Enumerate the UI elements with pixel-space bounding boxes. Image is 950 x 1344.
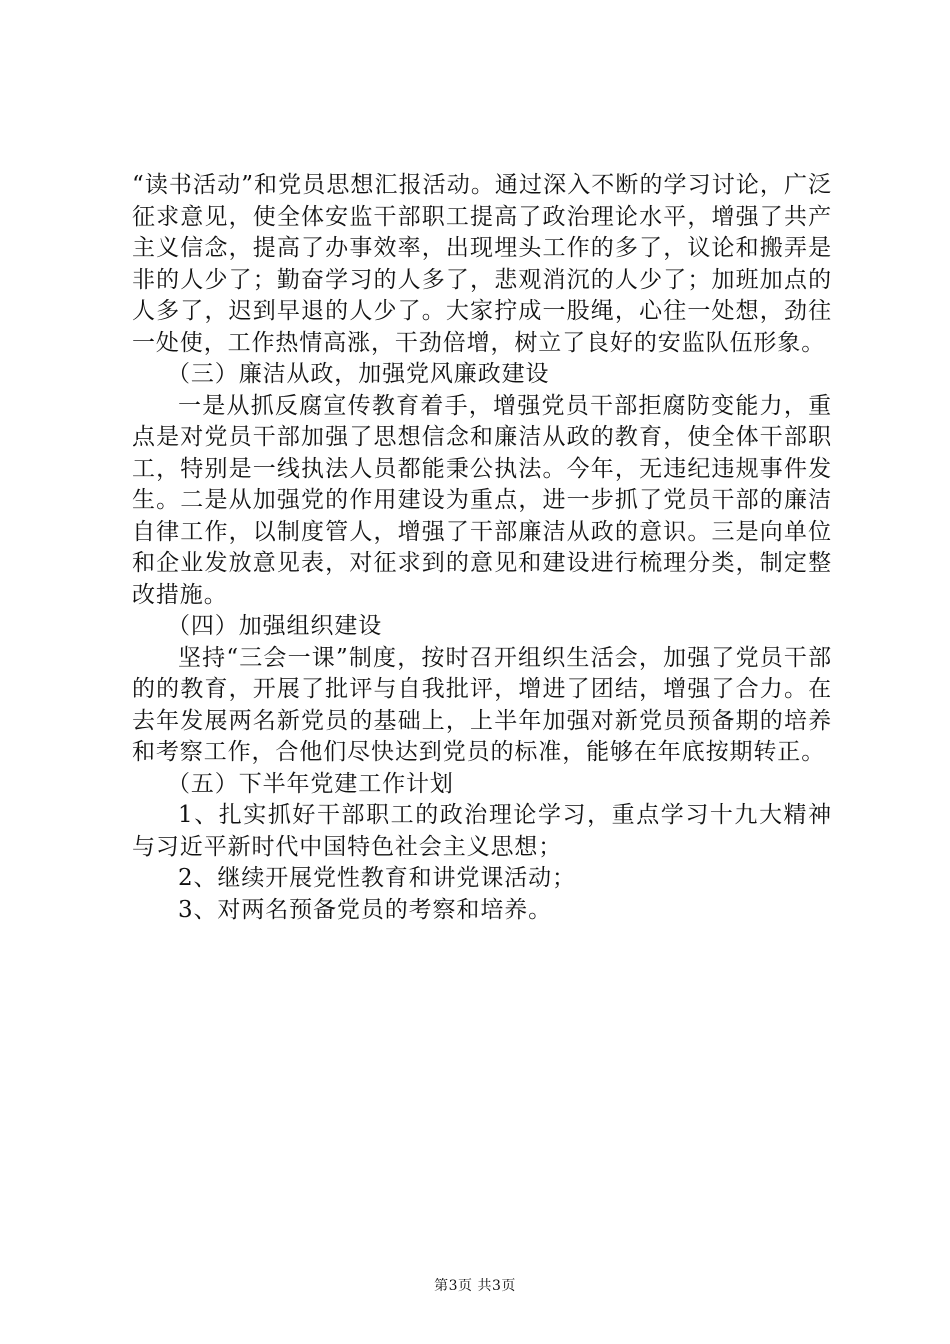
plan-item-3: 3、对两名预备党员的考察和培养。: [178, 896, 553, 923]
page-number: 第3页 共3页: [434, 1278, 516, 1294]
paragraph-study-results: “读书活动”和党员思想汇报活动。通过深入不断的学习讨论，广泛征求意见，使全体安监干部职工提高了政治理论水平，增强了共产主义信念，提高了办事效率，出现埋头工作的多了，议论和搬弄是非的人少了；勤奋学习的人多了，悲观消沉的人少了；加班加点的人多了，迟到早退的人少了。大家拧成一股绳，心往一处想，劲往一处使，工作热情高涨，干劲倍增，树立了良好的安监队伍形象。: [132, 172, 832, 356]
section-heading-plan: （五）下半年党建工作计划: [167, 770, 454, 797]
paragraph-organization: 坚持“三会一课”制度，按时召开组织生活会，加强了党员干部的的教育，开展了批评与自我批评，增进了团结，增强了合力。在去年发展两名新党员的基础上，上半年加强对新党员预备期的培养和考察工作，合他们尽快达到党员的标准，能够在年底按期转正。: [132, 644, 832, 765]
plan-item-2: 2、继续开展党性教育和讲党课活动；: [178, 865, 576, 891]
page-footer: [0, 1277, 950, 1295]
document-body: [132, 170, 832, 926]
section-heading-integrity: （三）廉洁从政，加强党风廉政建设: [167, 361, 550, 387]
plan-item-1: 1、扎实抓好干部职工的政治理论学习，重点学习十九大精神与习近平新时代中国特色社会主义思想；: [132, 802, 832, 860]
paragraph-integrity: 一是从抓反腐宣传教育着手，增强党员干部拒腐防变能力，重点是对党员干部加强了思想信念和廉洁从政的教育，使全体干部职工，特别是一线执法人员都能秉公执法。今年，无违纪违规事件发生。二是从加强党的作用建设为重点，进一步抓了党员干部的廉洁自律工作，以制度管人，增强了干部廉洁从政的意识。三是向单位和企业发放意见表，对征求到的意见和建设进行梳理分类，制定整改措施。: [132, 392, 832, 608]
section-heading-organization: （四）加强组织建设: [167, 613, 383, 639]
